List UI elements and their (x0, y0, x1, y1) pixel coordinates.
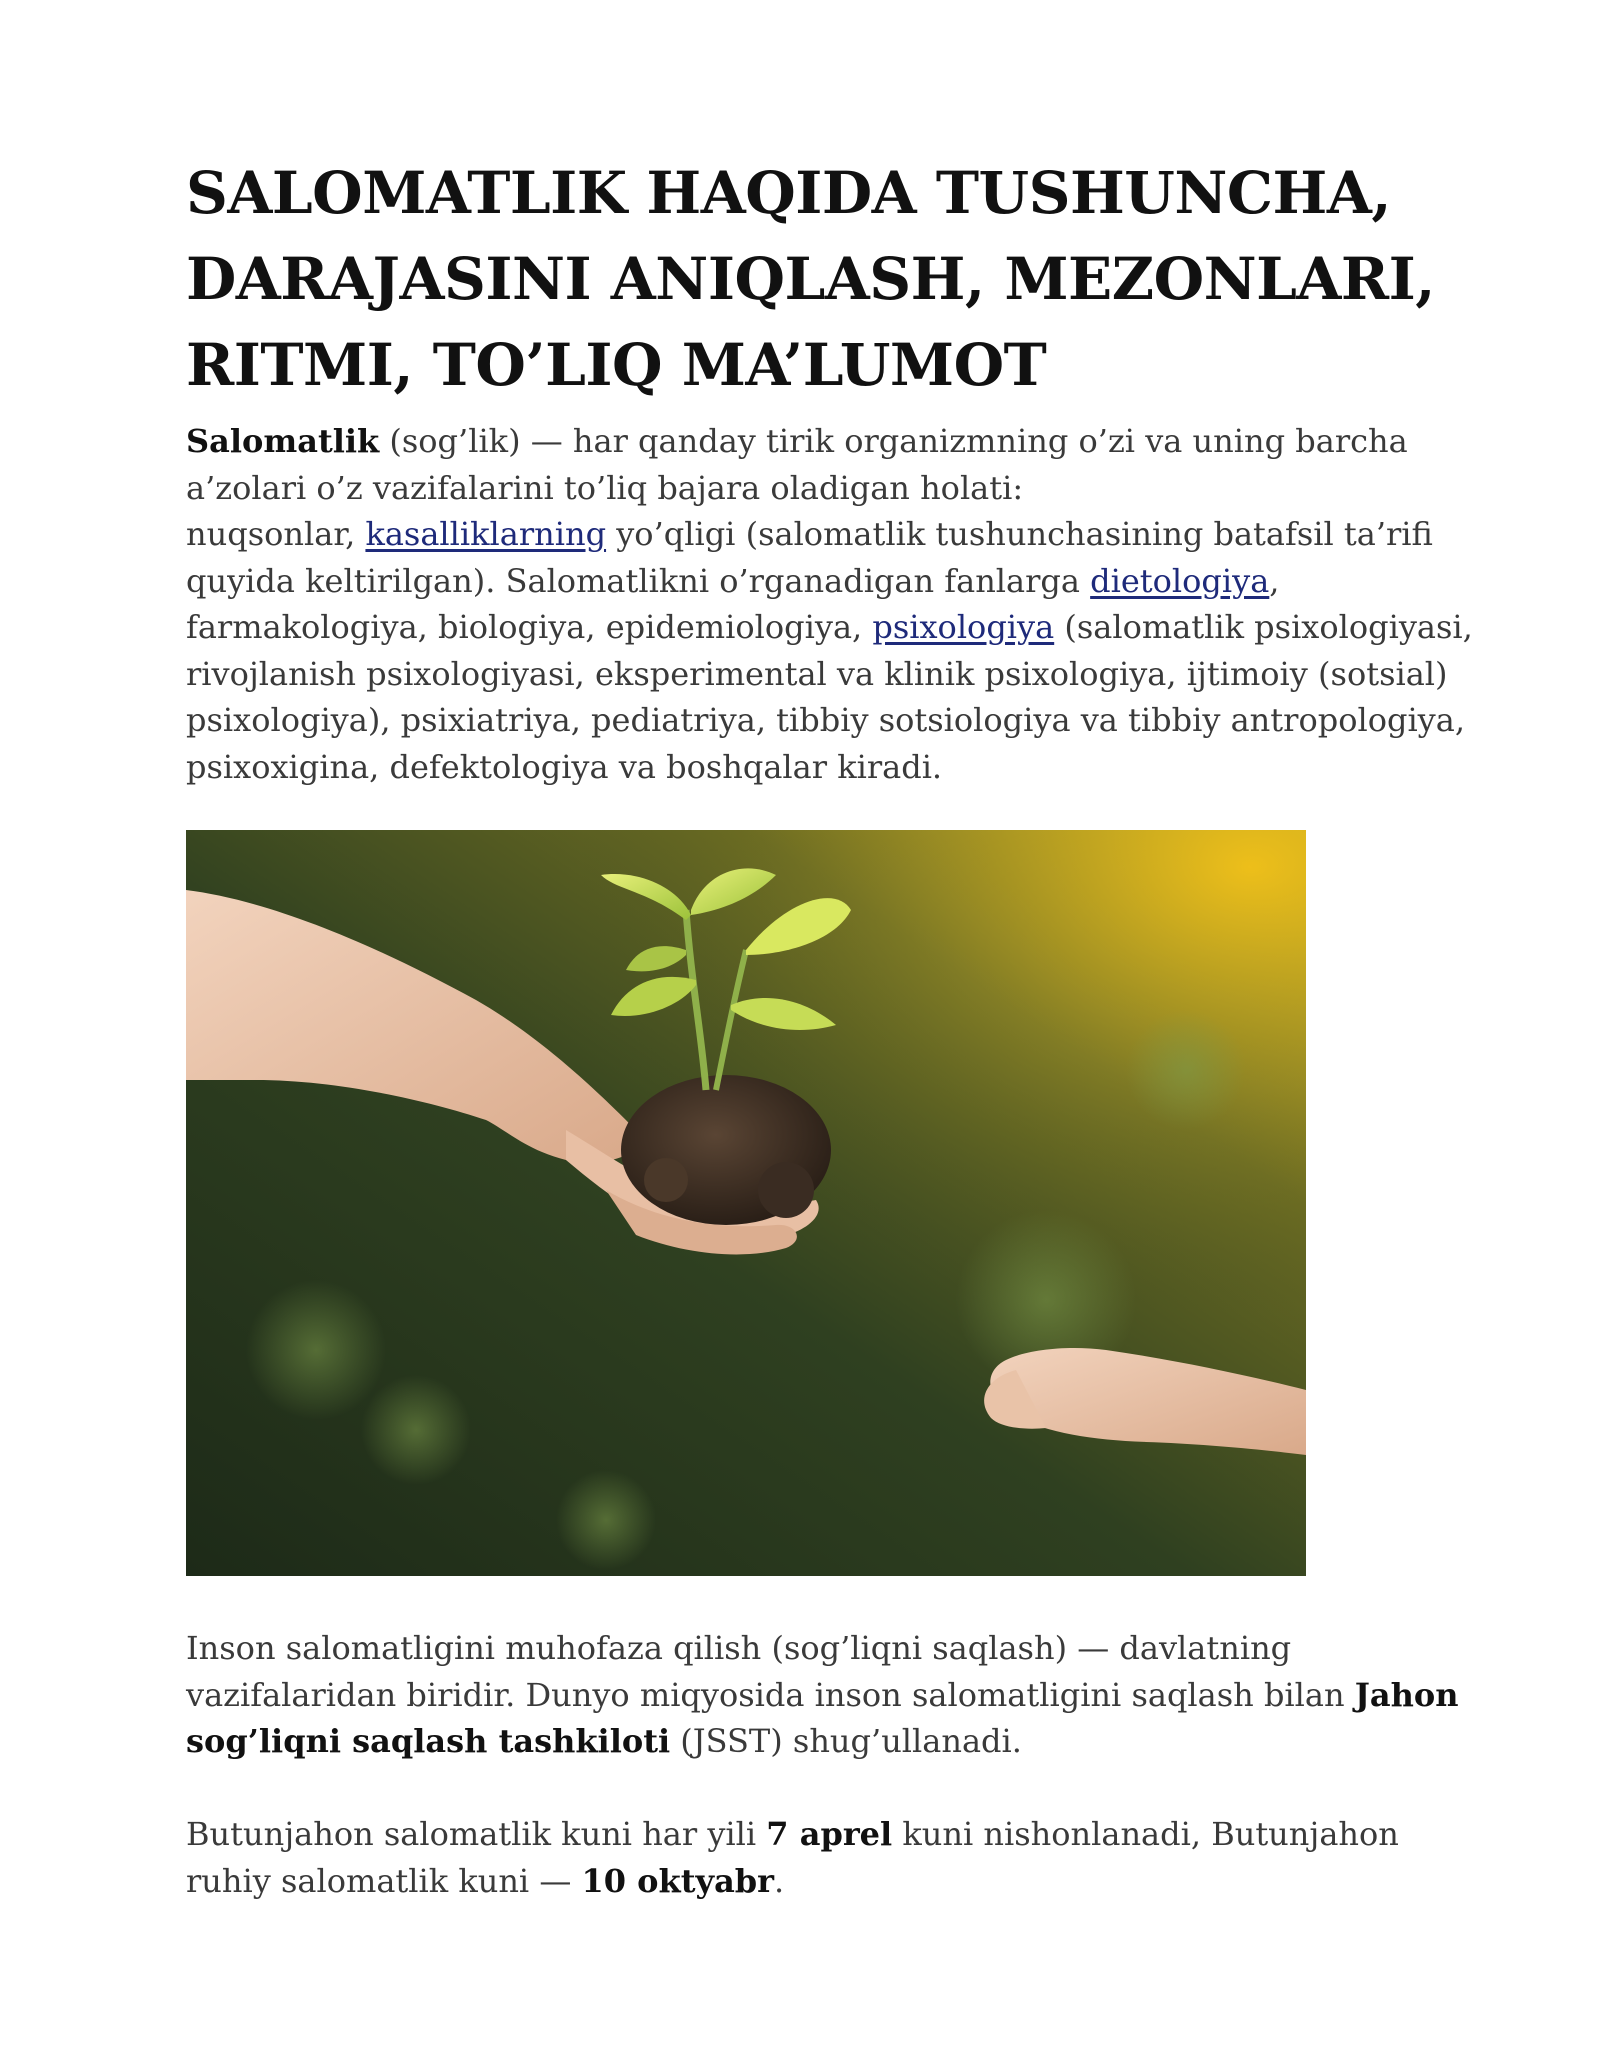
date-7-aprel: 7 aprel (766, 1815, 893, 1853)
article (186, 150, 1486, 790)
title-line-2: DARAJASINI ANIQLASH, MEZONLARI, (186, 245, 1435, 313)
health-protection-paragraph: Inson salomatligini muhofaza qilish (sog’liqni saqlash) — davlatning vazifalaridan biridir. Dunyo miqyosida inson salomatligini saqlash bilan Jahon sog’liqni saqlash tashkiloti (JSST) shug’ullanadi. (186, 1629, 1459, 1760)
link-kasalliklarning[interactable]: kasalliklarning (365, 515, 607, 553)
link-psixologiya[interactable]: psixologiya (872, 608, 1055, 646)
link-dietologiya[interactable]: dietologiya (1090, 561, 1270, 600)
who-name-part-1: Jahon (1354, 1675, 1459, 1714)
who-name-part-2: sog’liqni saqlash tashkiloti (186, 1722, 671, 1760)
article-title (186, 150, 1486, 408)
title-line-3: RITMI, TO’LIQ MA’LUMOT (186, 331, 1047, 399)
title-line-1: SALOMATLIK HAQIDA TUSHUNCHA, (186, 159, 1392, 227)
hands-seedling-photo (186, 830, 1306, 1576)
intro-paragraph: Salomatlik (sog’lik) — har qanday tirik organizmning o’zi va uning barcha a’zolari o’z vazifalarini to’liq bajara oladigan holati: nuqsonlar, kasalliklarning yo’qligi (salomatlik tushunchasining batafsil ta’rifi quyida keltirilgan). Salomatlikni o’rganadigan fanlarga dietologiya, farmakologiya, biologiya, epidemiologiya, psixologiya (salomatlik psixologiyasi, rivojlanish psixologiyasi, eksperimental va klinik psixologiya, ijtimoiy (sotsial) psixologiya), psixiatriya, pediatriya, tibbiy sotsiologiya va tibbiy antropologiya, psixoxigina, defektologiya va boshqalar kiradi. (186, 422, 1473, 786)
term-salomatlik: Salomatlik (186, 422, 380, 460)
date-10-oktyabr: 10 oktyabr (581, 1861, 775, 1900)
health-day-paragraph: Butunjahon salomatlik kuni har yili 7 aprel kuni nishonlanadi, Butunjahon ruhiy salomatlik kuni — 10 oktyabr. (186, 1815, 1399, 1900)
